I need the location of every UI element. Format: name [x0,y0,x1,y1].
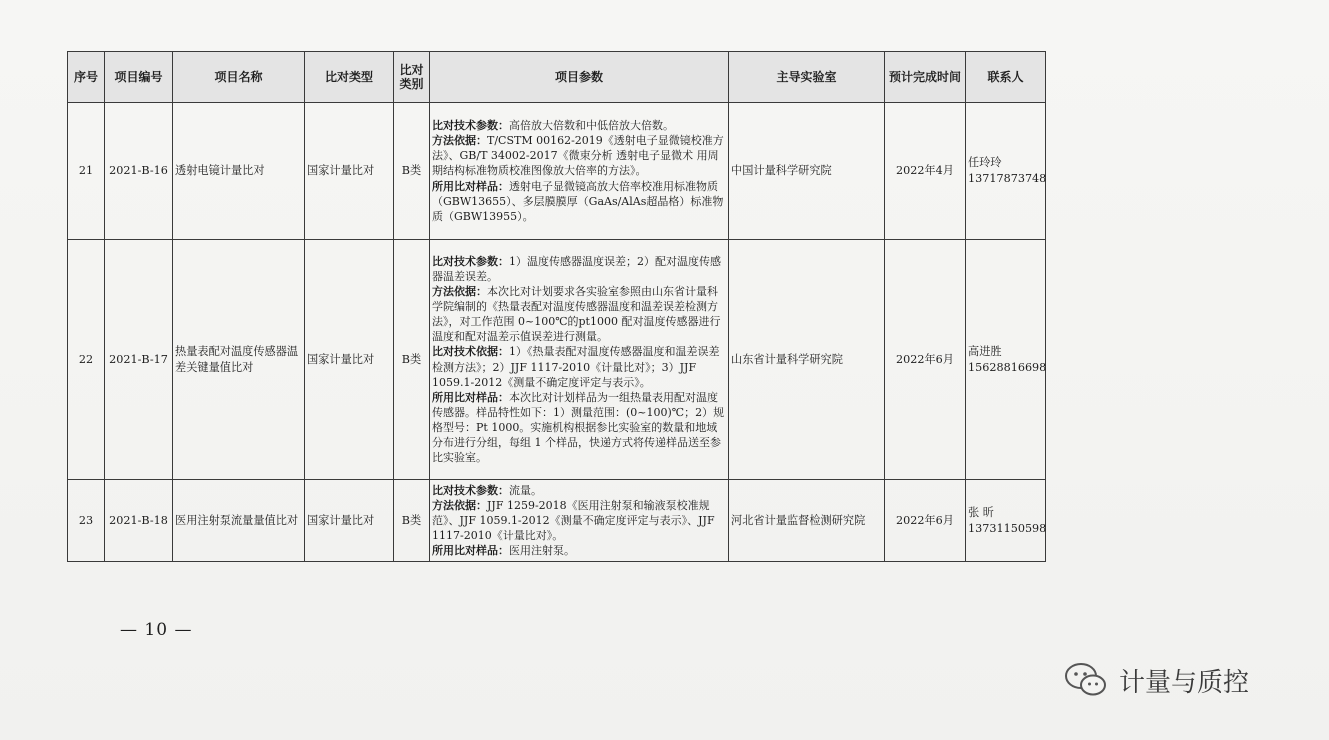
cell-name: 医用注射泵流量量值比对 [173,480,305,562]
cell-params [430,240,729,480]
table-row [68,103,1046,240]
param-label: 方法依据： [432,285,487,299]
param-text: 本次比对计划要求各实验室参照由山东省计量科学院编制的《热量表配对温度传感器温度和温差误差检测方法》，对工作范围 0~100℃的pt1000 配对温度传感器进行温度和配对温差示值误差进行测量。 [432,285,721,344]
param-entry [432,284,726,344]
comparison-table [67,51,1046,562]
cell-contact [966,480,1046,562]
cell-code: 2021-B-16 [105,103,173,240]
param-text: 医用注射泵。 [509,544,575,558]
param-entry [432,390,726,465]
cell-time: 2022年6月 [885,480,966,562]
param-label: 所用比对样品： [432,179,509,193]
contact-name: 任玲玲 [968,156,1002,170]
param-entry [432,133,726,178]
contact-phone: 13731150598 [968,521,1047,535]
cell-seq: 23 [68,480,105,562]
cell-code: 2021-B-18 [105,480,173,562]
param-text: 1）《热量表配对温度传感器温度和温差误差检测方法》；2）JJF 1117-2010《计量比对》；3）JJF 1059.1-2012《测量不确定度评定与表示》。 [432,345,720,389]
header-contact: 联系人 [966,52,1046,103]
contact-name: 张 昕 [968,505,994,519]
cell-name: 热量表配对温度传感器温差关键量值比对 [173,240,305,480]
cell-code: 2021-B-17 [105,240,173,480]
cell-lab: 中国计量科学研究院 [729,103,885,240]
param-label: 比对技术参数： [432,483,509,497]
param-label: 比对技术参数： [432,119,509,133]
param-entry [432,498,726,543]
param-entry [432,543,726,558]
cell-lab: 河北省计量监督检测研究院 [729,480,885,562]
header-time: 预计完成时间 [885,52,966,103]
param-text: 本次比对计划样品为一组热量表用配对温度传感器。样品特性如下：1）测量范围：(0~100)℃；2）规格型号：Pt 1000。实施机构根据参比实验室的数量和地域分布进行分组，每组 1 个样品，快递方式将传递样品送至参比实验室。 [432,390,725,465]
contact-phone: 13717873748 [968,172,1047,185]
param-entry [432,483,726,498]
header-seq: 序号 [68,52,105,103]
param-label: 所用比对样品： [432,390,509,404]
param-text: T/CSTM 00162-2019《透射电子显微镜校准方法》、GB/T 34002-2017《微束分析 透射电子显微术 用周期结构标准物质校准图像放大倍率的方法》。 [432,134,724,178]
header-name: 项目名称 [173,52,305,103]
param-entry [432,254,726,284]
param-label: 方法依据： [432,498,487,512]
wechat-icon [1063,660,1109,700]
cell-time: 2022年6月 [885,240,966,480]
cell-comp-type: 国家计量比对 [305,103,394,240]
cell-comp-cat: B类 [394,103,430,240]
cell-comp-cat: B类 [394,480,430,562]
cell-params [430,103,729,240]
header-lab: 主导实验室 [729,52,885,103]
param-label: 比对技术依据： [432,345,509,359]
param-label: 方法依据： [432,134,487,148]
cell-time: 2022年4月 [885,103,966,240]
page-number: — 10 — [120,620,193,640]
param-entry [432,179,726,224]
param-text: 透射电子显微镜高放大倍率校准用标准物质（GBW13655）、多层膜膜厚（GaAs/AlAs超晶格）标准物质（GBW13955）。 [432,179,724,223]
param-entry [432,118,726,133]
param-entry [432,344,726,389]
cell-seq: 22 [68,240,105,480]
header-code: 项目编号 [105,52,173,103]
cell-comp-cat: B类 [394,240,430,480]
cell-lab: 山东省计量科学研究院 [729,240,885,480]
watermark [1063,660,1249,700]
param-text: 高倍放大倍数和中低倍放大倍数。 [509,119,674,133]
cell-seq: 21 [68,103,105,240]
param-text: 流量。 [509,483,542,497]
cell-name: 透射电镜计量比对 [173,103,305,240]
table-header-row [68,52,1046,103]
header-comp-type: 比对类型 [305,52,394,103]
param-label: 比对技术参数： [432,254,509,268]
param-text: JJF 1259-2018《医用注射泵和输液泵校准规范》、JJF 1059.1-2012《测量不确定度评定与表示》、JJF 1117-2010《计量比对》。 [432,498,715,543]
cell-params [430,480,729,562]
contact-phone: 15628816698 [968,360,1047,374]
header-comp-cat: 比对类别 [394,52,430,103]
header-params: 项目参数 [430,52,729,103]
cell-comp-type: 国家计量比对 [305,480,394,562]
table-row [68,240,1046,480]
param-text: 1）温度传感器温度误差；2）配对温度传感器温差误差。 [432,254,721,283]
cell-contact [966,103,1046,240]
table-row [68,480,1046,562]
param-label: 所用比对样品： [432,544,509,558]
cell-contact [966,240,1046,480]
watermark-text: 计量与质控 [1119,667,1250,698]
contact-name: 高进胜 [968,344,1002,358]
cell-comp-type: 国家计量比对 [305,240,394,480]
